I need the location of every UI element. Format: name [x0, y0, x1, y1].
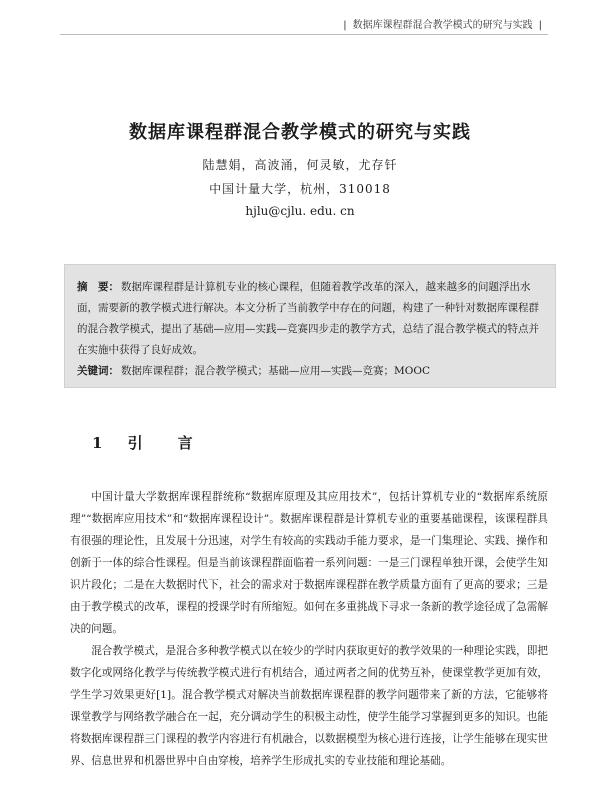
- paragraph: 中国计量大学数据库课程群统称“数据库原理及其应用技术”，包括计算机专业的“数据库系统原理”“数据库应用技术”和“数据库课程设计”。数据库课程群是计算机专业的重要基础课程，该课程群具有很强的理论性，且发展十分迅速，对学生有较高的实践动手能力要求，是一门集理论、实践、操作和创新于一体的综合性课程。但是当前该课程群面临着一系列问题：一是三门课程单独开课，会使学生知识片段化；二是在大数据时代下，社会的需求对于数据库课程群在教学质量方面有了更高的要求；三是由于教学模式的改革，课程的授课学时有所缩短。如何在多重挑战下寻求一条新的教学途径成了急需解决的问题。: [70, 491, 548, 635]
- affiliation: 中国计量大学，杭州，310018: [209, 182, 391, 196]
- email: hjlu@cjlu. edu. cn: [245, 204, 355, 218]
- keywords-text: 数据库课程群；混合教学模式；基础—应用—实践—竞赛；MOOC: [121, 365, 431, 377]
- running-header: [337, 16, 548, 31]
- section-number: 1: [92, 434, 113, 452]
- running-header-text: 数据库课程群混合教学模式的研究与实践: [352, 20, 533, 31]
- keywords-label: 关键词：: [77, 365, 119, 377]
- header-bar-left: |: [343, 20, 347, 31]
- abstract: [77, 277, 543, 361]
- keywords: [77, 361, 543, 382]
- header-bar-right: |: [538, 20, 542, 31]
- header-rule: [60, 34, 548, 35]
- abstract-box: [64, 264, 556, 388]
- body-text: [70, 486, 548, 772]
- section-title: 引 言: [127, 434, 203, 452]
- paragraph: 混合教学模式，是混合多种教学模式以在较少的学时内获取更好的教学效果的一种理论实践，即把数字化或网络化教学与传统教学模式进行有机结合，通过两者之间的优势互补，使课堂教学更加有效，学生学习效果更好[1]。混合教学模式对解决当前数据库课程群的教学问题带来了新的方法，它能够将课堂教学与网络教学融合在一起，充分调动学生的积极主动性，使学生能学习掌握到更多的知识。也能将数据库课程群三门课程的教学内容进行有机融合，以数据模型为核心进行连接，让学生能够在现实世界、信息世界和机器世界中自由穿梭，培养学生形成扎实的专业技能和理论基础。: [70, 645, 548, 767]
- abstract-label: 摘 要：: [77, 281, 119, 293]
- paper-title: 数据库课程群混合教学模式的研究与实践: [129, 122, 471, 143]
- authors: 陆慧娟，高波涌，何灵敏，尤存钎: [202, 158, 398, 172]
- abstract-text: 数据库课程群是计算机专业的核心课程，但随着教学改革的深入，越来越多的问题浮出水面，需要新的教学模式进行解决。本文分析了当前教学中存在的问题，构建了一种针对数据库课程群的混合教学模式，提出了基础—应用—实践—竞赛四步走的教学方式，总结了混合教学模式的特点并在实施中获得了良好成效。: [77, 281, 539, 356]
- section-heading: [92, 432, 203, 453]
